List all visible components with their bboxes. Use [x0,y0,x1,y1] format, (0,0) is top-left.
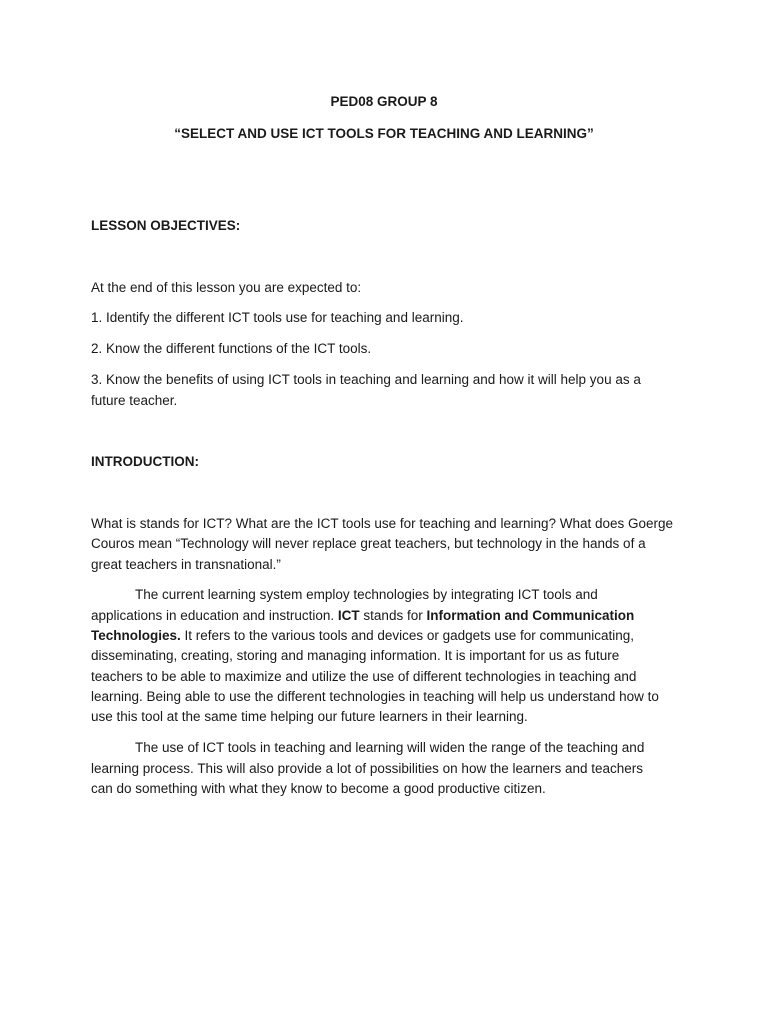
ict-term: ICT [337,608,360,623]
ict-definition-term-end: Technologies. [91,628,181,643]
intro-paragraph-2-line-7: use this tool at the same time helping our future learners in their learning. [91,709,528,724]
intro-paragraph-1-line-1: What is stands for ICT? What are the ICT tools use for teaching and learning? What does Goerge [91,516,674,531]
p2-text: It refers to the various tools and devices or gadgets use for communicating, [180,628,634,643]
objectives-intro: At the end of this lesson you are expected to: [91,280,362,295]
ict-definition-term: Information and Communication [426,608,635,623]
intro-paragraph-2-line-1: The current learning system employ technologies by integrating ICT tools and [135,587,598,602]
intro-paragraph-3-line-3: can do something with what they know to become a good productive citizen. [91,781,546,796]
intro-paragraph-2-line-3 [91,626,634,646]
intro-paragraph-3-line-2: learning process. This will also provide a lot of possibilities on how the learners and teachers [91,761,644,776]
objectives-heading: LESSON OBJECTIVES: [91,218,241,233]
p2-text: applications in education and instruction. [91,608,338,623]
course-group-heading: PED08 GROUP 8 [330,94,438,109]
document-title: “SELECT AND USE ICT TOOLS FOR TEACHING AND LEARNING” [174,126,594,141]
objective-item-3-line-1: 3. Know the benefits of using ICT tools in teaching and learning and how it will help you as a [91,372,641,387]
objective-item-1: 1. Identify the different ICT tools use for teaching and learning. [91,310,464,325]
intro-paragraph-3-line-1: The use of ICT tools in teaching and learning will widen the range of the teaching and [135,740,645,755]
intro-paragraph-1-line-2: Couros mean “Technology will never replace great teachers, but technology in the hands of a [91,536,646,551]
p2-text: stands for [359,608,427,623]
introduction-heading: INTRODUCTION: [91,454,199,469]
intro-paragraph-2-line-2 [91,606,634,626]
intro-paragraph-1-line-3: great teachers in transnational.” [91,557,281,572]
objective-item-2: 2. Know the different functions of the ICT tools. [91,341,372,356]
intro-paragraph-2-line-4: disseminating, creating, storing and managing information. It is important for us as future [91,648,620,663]
intro-paragraph-2-line-5: teachers to be able to maximize and utilize the use of different technologies in teaching and [91,669,637,684]
objective-item-3-line-2: future teacher. [91,393,178,408]
intro-paragraph-2-line-6: learning. Being able to use the different technologies in teaching will help us understand how to [91,689,659,704]
